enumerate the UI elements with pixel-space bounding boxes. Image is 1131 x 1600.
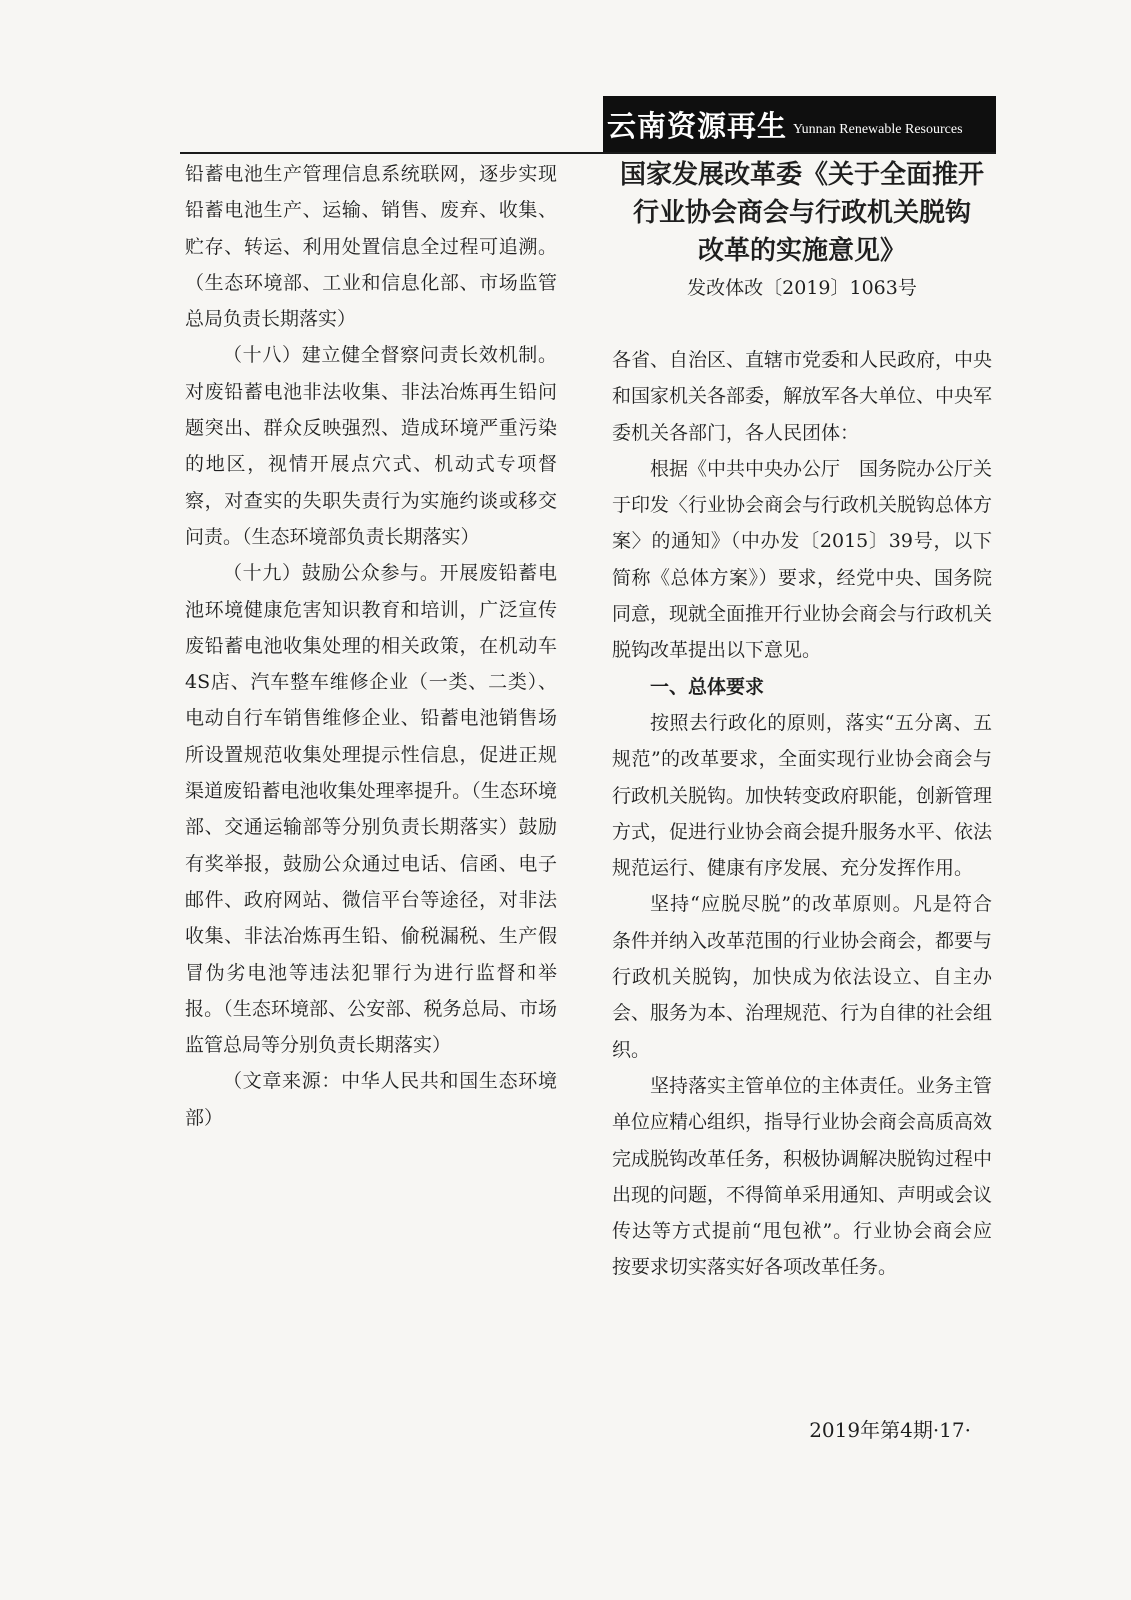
article-title-line-1: 国家发展改革委《关于全面推开 [619, 160, 984, 190]
left-column [185, 156, 557, 1136]
spacer [612, 306, 992, 342]
intro-paragraph: 根据《中共中央办公厅 国务院办公厅关于印发〈行业协会商会与行政机关脱钩总体方案〉的通知》（中办发〔2015〕39号，以下简称《总体方案》）要求，经党中央、国务院同意，现就全面推开行业协会商会与行政机关脱钩改革提出以下意见。 [612, 457, 993, 662]
article-title-line-3: 改革的实施意见》 [697, 236, 906, 266]
section-paragraph: 坚持“应脱尽脱”的改革原则。凡是符合条件并纳入改革范围的行业协会商会，都要与行政机关脱钩，加快成为依法设立、自主办会、服务为本、治理规范、行为自律的社会组织。 [612, 893, 993, 1061]
continued-paragraph: 铅蓄电池生产管理信息系统联网，逐步实现铅蓄电池生产、运输、销售、废弃、收集、贮存、转运、利用处置信息全过程可追溯。（生态环境部、工业和信息化部、市场监管总局负责长期落实） [185, 163, 557, 331]
salutation: 各省、自治区、直辖市党委和人民政府，中央和国家机关各部委，解放军各大单位、中央军委机关各部门，各人民团体： [612, 349, 993, 444]
document-number: 发改体改〔2019〕1063号 [687, 277, 917, 299]
journal-masthead [603, 96, 996, 152]
article-title-line-2: 行业协会商会与行政机关脱钩 [632, 198, 971, 228]
journal-title-cn: 云南资源再生 [607, 108, 788, 143]
item-19-paragraph: （十九）鼓励公众参与。开展废铅蓄电池环境健康危害知识教育和培训，广泛宣传废铅蓄电池收集处理的相关政策，在机动车4S店、汽车整车维修企业（一类、二类）、电动自行车销售维修企业、铅蓄电池销售场所设置规范收集处理提示性信息，促进正规渠道废铅蓄电池收集处理率提升。（生态环境部、交通运输部等分别负责长期落实）鼓励有奖举报，鼓励公众通过电话、信函、电子邮件、政府网站、微信平台等途径，对非法收集、非法冶炼再生铅、偷税漏税、生产假冒伪劣电池等违法犯罪行为进行监督和举报。（生态环境部、公安部、税务总局、市场监管总局等分别负责长期落实） [185, 562, 557, 1057]
section-paragraph: 坚持落实主管单位的主体责任。业务主管单位应精心组织，指导行业协会商会高质高效完成脱钩改革任务，积极协调解决脱钩过程中出现的问题，不得简单采用通知、声明或会议传达等方式提前“甩包袱”。行业协会商会应按要求切实落实好各项改革任务。 [612, 1074, 993, 1279]
section-heading: 一、总体要求 [650, 675, 765, 698]
section-paragraph: 按照去行政化的原则，落实“五分离、五规范”的改革要求，全面实现行业协会商会与行政机关脱钩。加快转变政府职能，创新管理方式，促进行业协会商会提升服务水平、依法规范运行、健康有序发展、充分发挥作用。 [612, 711, 993, 880]
article-source: （文章来源：中华人民共和国生态环境部） [185, 1070, 557, 1129]
header-rule [180, 152, 996, 154]
right-column [612, 156, 992, 1286]
item-18-paragraph: （十八）建立健全督察问责长效机制。对废铅蓄电池非法收集、非法冶炼再生铅问题突出、群众反映强烈、造成环境严重污染的地区，视情开展点穴式、机动式专项督察，对查实的失职失责行为实施约谈或移交问责。（生态环境部负责长期落实） [185, 344, 557, 548]
journal-title-en: Yunnan Renewable Resources [793, 122, 963, 137]
page-footer: 2019年第4期·17· [809, 1418, 971, 1442]
